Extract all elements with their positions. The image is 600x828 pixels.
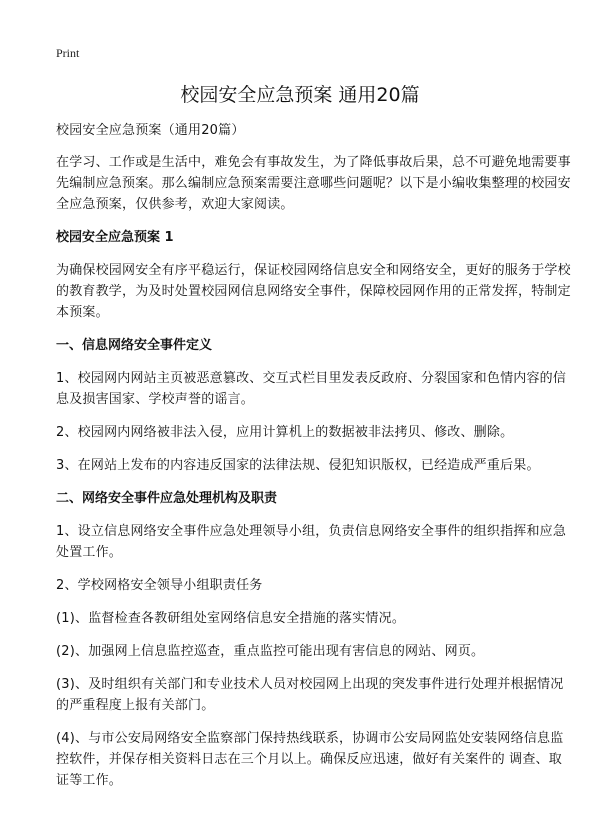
part-1-heading: 一、信息网络安全事件定义 [56,338,213,353]
intro-paragraph: 在学习、工作或是生活中，难免会有事故发生，为了降低事故后果，总不可避免地需要事先编制应急预案。那么编制应急预案需要注意哪些问题呢？以下是小编收集整理的校园安全应急预案，仅供参考，欢迎大家阅读。 [56,155,571,212]
section-1-intro: 为确保校园网安全有序平稳运行，保证校园网络信息安全和网络安全，更好的服务于学校的教育教学，为及时处置校园网信息网络安全事件，保障校园网作用的正常发挥，特制定本预案。 [56,263,571,320]
section-1-heading: 校园安全应急预案 1 [56,230,174,245]
part-2-item: 2、学校网格安全领导小组职责任务 [56,578,263,593]
part-2-item: (2)、加强网上信息监控巡查，重点监控可能出现有害信息的网站、网页。 [56,644,485,659]
page-title: 校园安全应急预案 通用20篇 [180,84,420,106]
part-1-item: 3、在网站上发布的内容违反国家的法律法规、侵犯知识版权，已经造成严重后果。 [56,458,540,473]
part-2-item: 1、设立信息网络安全事件应急处理领导小组，负责信息网络安全事件的组织指挥和应急处置工作。 [56,524,567,560]
part-1-item: 1、校园网内网站主页被恶意篡改、交互式栏目里发表反政府、分裂国家和色情内容的信息及损害国家、学校声誉的谣言。 [56,371,567,407]
print-link[interactable]: Print [56,46,80,60]
part-2-heading: 二、网络安全事件应急处理机构及职责 [56,491,278,506]
document-subtitle: 校园安全应急预案（通用20篇） [56,123,245,138]
part-2-item: (4)、与市公安局网络安全监察部门保持热线联系，协调市公安局网监处安装网络信息监控软件，并保存相关资料日志在三个月以上。确保反应迅速，做好有关案件的 调查、取证等工作。 [56,731,564,788]
part-2-item: (1)、监督检查各教研组处室网络信息安全措施的落实情况。 [56,611,406,626]
part-2-item: (3)、及时组织有关部门和专业技术人员对校园网上出现的突发事件进行处理并根据情况的严重程度上报有关部门。 [56,677,564,713]
part-1-item: 2、校园网内网络被非法入侵，应用计算机上的数据被非法拷贝、修改、删除。 [56,425,514,440]
document-body [56,120,574,803]
